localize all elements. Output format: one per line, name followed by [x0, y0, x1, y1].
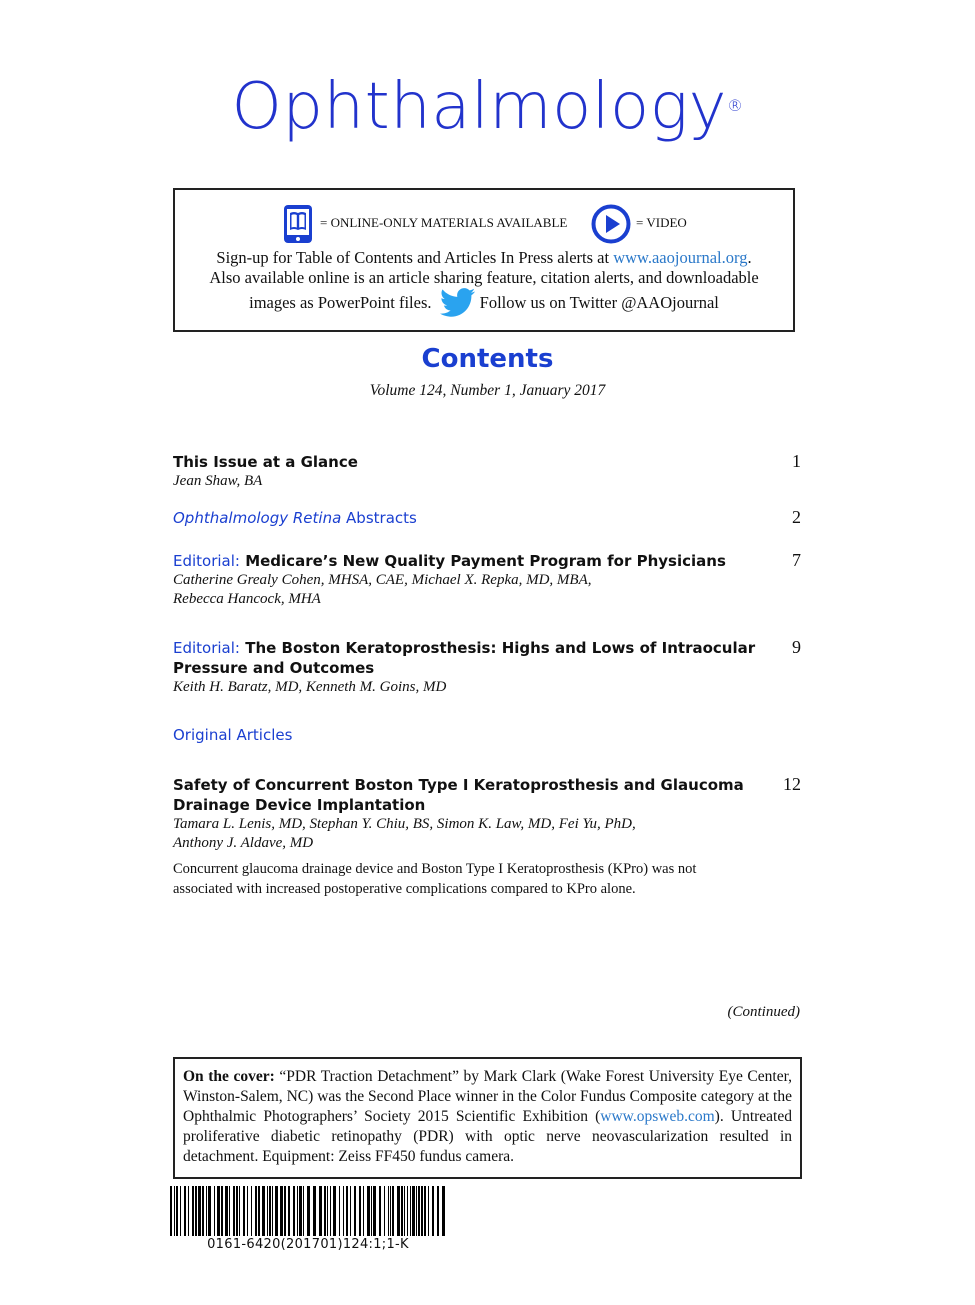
barcode-bar — [243, 1186, 245, 1236]
barcode-text: 0161-6420(201701)124:1;1-K — [207, 1237, 409, 1252]
continued-label: (Continued) — [727, 1004, 800, 1020]
barcode-bar — [180, 1186, 181, 1236]
entry-title[interactable] — [173, 551, 793, 571]
entry-title-line-2[interactable]: Drainage Device Implantation — [173, 796, 426, 814]
barcode-bar — [297, 1186, 298, 1236]
summary-line: associated with increased postoperative complications compared to KPro alone. — [173, 881, 636, 897]
barcode-bar — [267, 1186, 268, 1236]
barcode-bar — [280, 1186, 283, 1236]
barcode-bar — [247, 1186, 248, 1236]
cover-label: On the cover: — [183, 1068, 275, 1085]
legend-online-text: = ONLINE-ONLY MATERIALS AVAILABLE — [320, 215, 568, 230]
barcode-bar — [233, 1186, 235, 1236]
barcode-bar — [354, 1186, 356, 1236]
barcode-bar — [410, 1186, 411, 1236]
barcode-bar — [392, 1186, 394, 1236]
section-original-articles: Original Articles — [173, 726, 293, 744]
barcode-bar — [229, 1186, 230, 1236]
aaojournal-link[interactable]: www.aaojournal.org — [613, 248, 748, 267]
entry-title-text: The Boston Keratoprosthesis: Highs and Lows of Intraocular — [239, 639, 756, 657]
entry-title-italic: Ophthalmology Retina — [173, 509, 342, 527]
barcode-bar — [384, 1186, 385, 1236]
entry-title[interactable]: This Issue at a Glance — [173, 453, 358, 471]
barcode-bar — [401, 1186, 403, 1236]
entry-title-line-2[interactable]: Pressure and Outcomes — [173, 659, 375, 677]
journal-title — [0, 70, 975, 144]
barcode-bar — [293, 1186, 295, 1236]
barcode-bar — [206, 1186, 207, 1236]
barcode-bar — [198, 1186, 201, 1236]
barcode-bar — [208, 1186, 211, 1236]
info-line-1 — [175, 248, 793, 268]
page-number: 2 — [792, 507, 801, 527]
barcode-bar — [319, 1186, 322, 1236]
barcode-bar — [371, 1186, 372, 1236]
barcode-bar — [333, 1186, 336, 1236]
barcode-bar — [214, 1186, 215, 1236]
barcode-bar — [388, 1186, 389, 1236]
info-box — [173, 188, 795, 332]
entry-title[interactable]: Safety of Concurrent Boston Type I Keratoprosthesis and Glaucoma — [173, 776, 744, 794]
cover-text-b: ). Untreated proliferative diabetic retinopathy (PDR) with optic nerve neovascularization resulted in detachment. Equipment: Zeiss FF450 fundus camera. — [183, 1108, 792, 1165]
barcode-bar — [288, 1186, 290, 1236]
barcode-bar — [330, 1186, 331, 1236]
volume-line: Volume 124, Number 1, January 2017 — [369, 382, 606, 399]
barcode-bar — [428, 1186, 429, 1236]
toc-entry-retina-abstracts[interactable] — [173, 508, 793, 528]
barcode-bar — [432, 1186, 434, 1236]
barcode-bar — [170, 1186, 172, 1236]
barcode-bar — [195, 1186, 197, 1236]
barcode-bar — [390, 1186, 391, 1236]
barcode-bar — [251, 1186, 252, 1236]
entry-title-rest: Abstracts — [341, 509, 417, 527]
barcode-bar — [407, 1186, 408, 1236]
play-circle-icon — [591, 204, 631, 244]
contents-heading: Contents — [421, 344, 554, 374]
barcode-bar — [442, 1186, 445, 1236]
toc-entry-editorial-medicare[interactable] — [173, 551, 793, 609]
entry-authors: Keith H. Baratz, MD, Kenneth M. Goins, MD — [173, 679, 447, 695]
registered-mark: ® — [726, 96, 744, 115]
info-line-3-text-a: images as PowerPoint files. — [249, 293, 432, 312]
barcode-bar — [363, 1186, 364, 1236]
entry-authors: Catherine Grealy Cohen, MHSA, CAE, Michael X. Repka, MD, MBA, — [173, 572, 592, 588]
barcode-bar — [418, 1186, 420, 1236]
cover-text — [183, 1067, 792, 1167]
barcode-bar — [255, 1186, 257, 1236]
barcode-bar — [258, 1186, 260, 1236]
barcode-bar — [350, 1186, 351, 1236]
barcode-bar — [303, 1186, 304, 1236]
toc-entry-issue-glance[interactable] — [173, 452, 793, 491]
barcode-bar — [184, 1186, 186, 1236]
barcode-bar — [339, 1186, 340, 1236]
info-line-1-text: Sign-up for Table of Contents and Articles In Press alerts at — [216, 248, 614, 267]
page-number: 12 — [783, 774, 801, 794]
entry-label: Editorial: — [173, 639, 240, 657]
barcode-bar — [188, 1186, 189, 1236]
info-text — [175, 248, 793, 318]
summary-line: Concurrent glaucoma drainage device and Boston Type I Keratoprosthesis (KPro) was not — [173, 861, 697, 877]
barcode-bar — [343, 1186, 344, 1236]
barcode-bar — [412, 1186, 415, 1236]
barcode-bar — [262, 1186, 265, 1236]
entry-authors: Rebecca Hancock, MHA — [173, 591, 321, 607]
barcode-bar — [225, 1186, 228, 1236]
entry-title[interactable] — [173, 508, 793, 528]
barcode-bar — [284, 1186, 286, 1236]
entry-title-text: Medicare’s New Quality Payment Program for Physicians — [239, 552, 726, 570]
barcode-bar — [421, 1186, 423, 1236]
barcode-bar — [272, 1186, 273, 1236]
page-number: 7 — [792, 550, 801, 570]
page-number: 9 — [792, 637, 801, 657]
barcode-bar — [327, 1186, 328, 1236]
barcode-bar — [313, 1186, 316, 1236]
barcode-bar — [373, 1186, 376, 1236]
barcode-bar — [324, 1186, 326, 1236]
barcode-bar — [359, 1186, 361, 1236]
barcode-bar — [299, 1186, 302, 1236]
barcode-bar — [379, 1186, 381, 1236]
cover-text-a: “PDR Traction Detachment” by Mark Clark (Wake Forest University Eye Center, Winston-Salem, NC) was the Second Place winner in the Color Fundus Composite category at the Ophthalmic Photographers’ Society 2015 Scientific Exhibition ( — [183, 1068, 792, 1125]
entry-title[interactable] — [173, 638, 773, 658]
barcode-bar — [346, 1186, 348, 1236]
legend-video-text: = VIDEO — [636, 215, 687, 230]
tablet-book-icon — [283, 204, 313, 244]
barcode-bar — [176, 1186, 178, 1236]
barcode-bar — [367, 1186, 370, 1236]
article-summary — [173, 859, 763, 899]
info-line-3 — [175, 288, 793, 318]
page-number: 1 — [792, 451, 801, 471]
barcode-bar — [236, 1186, 238, 1236]
barcode-bar — [269, 1186, 271, 1236]
info-line-2: Also available online is an article sharing feature, citation alerts, and downloadable — [209, 268, 759, 287]
cover-box — [173, 1057, 802, 1179]
entry-authors: Jean Shaw, BA — [173, 473, 263, 489]
barcode-bar — [202, 1186, 204, 1236]
barcode-bar — [307, 1186, 310, 1236]
entry-authors: Anthony J. Aldave, MD — [173, 835, 314, 851]
toc-entry-article-kpro[interactable] — [173, 775, 763, 899]
barcode-image — [168, 1186, 448, 1238]
barcode-bar — [416, 1186, 417, 1236]
barcode-bar — [174, 1186, 175, 1236]
toc-entry-editorial-boston[interactable] — [173, 638, 773, 697]
barcode-bar — [397, 1186, 400, 1236]
barcode-bar — [239, 1186, 240, 1236]
opsweb-link[interactable]: www.opsweb.com — [600, 1108, 715, 1125]
barcode-bar — [424, 1186, 426, 1236]
barcode-bar — [217, 1186, 220, 1236]
barcode-bar — [192, 1186, 194, 1236]
barcode-bar — [437, 1186, 439, 1236]
entry-label: Editorial: — [173, 552, 240, 570]
entry-authors: Tamara L. Lenis, MD, Stephan Y. Chiu, BS, Simon K. Law, MD, Fei Yu, PhD, — [173, 816, 636, 832]
barcode-bar — [221, 1186, 223, 1236]
twitter-follow-text: Follow us on Twitter @AAOjournal — [479, 293, 719, 312]
barcode-bar — [275, 1186, 278, 1236]
journal-name: Ophthalmology — [231, 70, 727, 144]
barcode-bar — [404, 1186, 405, 1236]
info-line-1-period: . — [747, 248, 752, 267]
twitter-bird-icon[interactable] — [440, 288, 476, 318]
